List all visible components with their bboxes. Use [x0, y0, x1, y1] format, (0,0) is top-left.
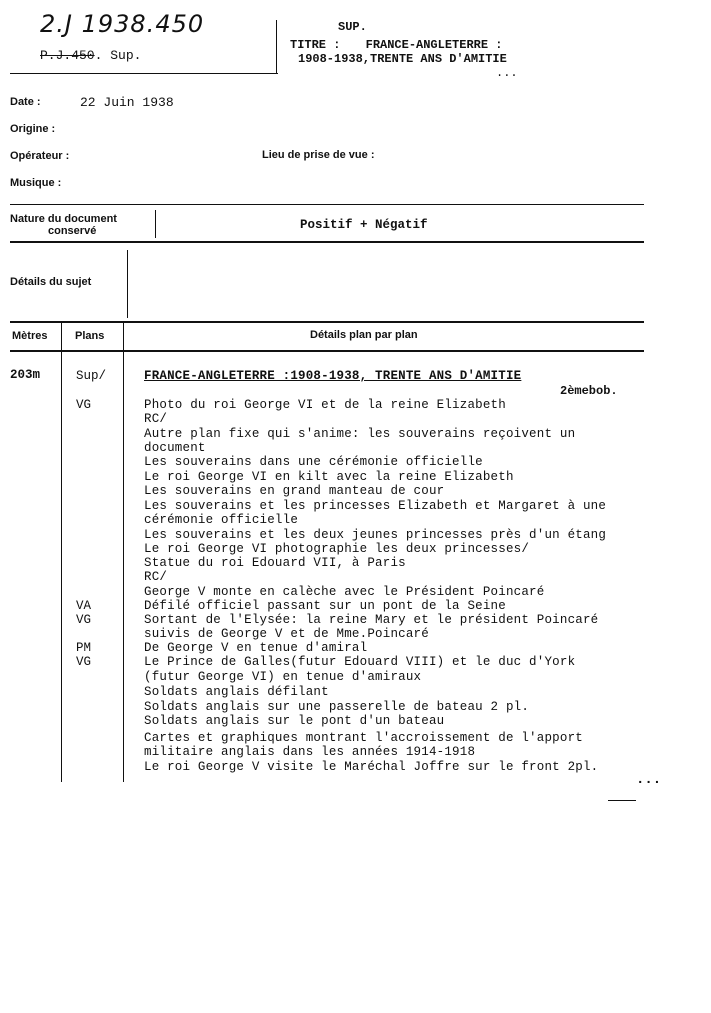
detail-line: Soldats anglais sur le pont d'un bateau	[144, 714, 445, 728]
details-sujet-label: Détails du sujet	[10, 276, 92, 288]
plan-code: VG	[76, 655, 92, 669]
plan-code: VG	[76, 613, 92, 627]
detail-line: Le roi George VI en kilt avec la reine Elizabeth	[144, 470, 514, 484]
details-bracket	[127, 250, 128, 318]
continuation-dots: ...	[636, 772, 662, 788]
operateur-label: Opérateur :	[10, 150, 70, 162]
typed-reference	[40, 48, 141, 63]
sup-label: SUP.	[338, 20, 367, 34]
detail-line: militaire anglais dans les années 1914-1918	[144, 745, 476, 759]
detail-line: Autre plan fixe qui s'anime: les souverains reçoivent un	[144, 427, 576, 441]
table-header-line	[10, 350, 644, 352]
continuation-dash	[608, 800, 636, 801]
date-label: Date :	[10, 96, 41, 108]
detail-line: document	[144, 441, 206, 455]
nature-value: Positif + Négatif	[300, 218, 428, 232]
detail-line: Soldats anglais sur une passerelle de bateau 2 pl.	[144, 700, 530, 714]
detail-line: George V monte en calèche avec le Président Poincaré	[144, 585, 545, 599]
detail-line: Le roi George V visite le Maréchal Joffre sur le front 2pl.	[144, 760, 599, 774]
col-divider-2	[123, 322, 124, 782]
nature-bottom-line	[10, 241, 644, 243]
titre-dots: ...	[496, 66, 518, 80]
col-divider-1	[61, 322, 62, 782]
detail-line: Les souverains dans une cérémonie officielle	[144, 455, 483, 469]
titre-line2: 1908-1938,TRENTE ANS D'AMITIE	[298, 52, 507, 66]
typed-reference-suffix: . Sup.	[94, 48, 142, 63]
detail-line: cérémonie officielle	[144, 513, 299, 527]
detail-line: De George V en tenue d'amiral	[144, 641, 368, 655]
nature-label-line1: Nature du document	[10, 213, 117, 225]
typed-reference-struck: P.J.450	[40, 48, 95, 63]
header-left-bottom-line	[10, 73, 278, 74]
detail-line: RC/	[144, 570, 168, 584]
date-value: 22 Juin 1938	[80, 95, 174, 110]
nature-label-line2: conservé	[48, 225, 97, 237]
plan-code: PM	[76, 641, 92, 655]
col-header-plans: Plans	[75, 330, 105, 342]
titre-label: TITRE :	[290, 38, 341, 52]
metres-value: 203m	[10, 368, 41, 382]
musique-label: Musique :	[10, 177, 62, 189]
detail-line: Les souverains et les deux jeunes princesses près d'un étang	[144, 528, 607, 542]
detail-line: suivis de George V et de Mme.Poincaré	[144, 627, 429, 641]
nature-bracket	[155, 210, 156, 238]
handwritten-reference: 2.J 1938.450	[40, 10, 205, 38]
detail-line: Cartes et graphiques montrant l'accroissement de l'apport	[144, 731, 583, 745]
nature-top-line	[10, 204, 644, 205]
titre-value-line1: FRANCE-ANGLETERRE :	[365, 38, 503, 52]
plan-code: VA	[76, 599, 92, 613]
lieu-label: Lieu de prise de vue :	[262, 149, 375, 161]
detail-line: Défilé officiel passant sur un pont de la Seine	[144, 599, 506, 613]
detail-line: Statue du roi Edouard VII, à Paris	[144, 556, 406, 570]
details-bottom-line	[10, 321, 644, 323]
plan-code: VG	[76, 398, 92, 412]
detail-line: Photo du roi George VI et de la reine Elizabeth	[144, 398, 506, 412]
detail-line: RC/	[144, 412, 168, 426]
col-header-metres: Mètres	[12, 330, 48, 342]
detail-line: Le roi George VI photographie les deux princesses/	[144, 542, 530, 556]
details-title-row: FRANCE-ANGLETERRE :1908-1938, TRENTE ANS D'AMITIE	[144, 369, 522, 383]
detail-line: (futur George VI) en tenue d'amiraux	[144, 670, 422, 684]
detail-line: Les souverains en grand manteau de cour	[144, 484, 445, 498]
detail-line: Sortant de l'Elysée: la reine Mary et le président Poincaré	[144, 613, 599, 627]
detail-line: Le Prince de Galles(futur Edouard VIII) et le duc d'York	[144, 655, 576, 669]
header-divider-vertical	[276, 20, 277, 74]
col-header-details: Détails plan par plan	[310, 329, 418, 341]
bobine-label: 2èmebob.	[560, 384, 618, 398]
origine-label: Origine :	[10, 123, 56, 135]
titre-line1	[290, 38, 502, 52]
detail-line: Les souverains et les princesses Elizabeth et Margaret à une	[144, 499, 607, 513]
plan-code: Sup/	[76, 369, 107, 383]
detail-line: Soldats anglais défilant	[144, 685, 329, 699]
